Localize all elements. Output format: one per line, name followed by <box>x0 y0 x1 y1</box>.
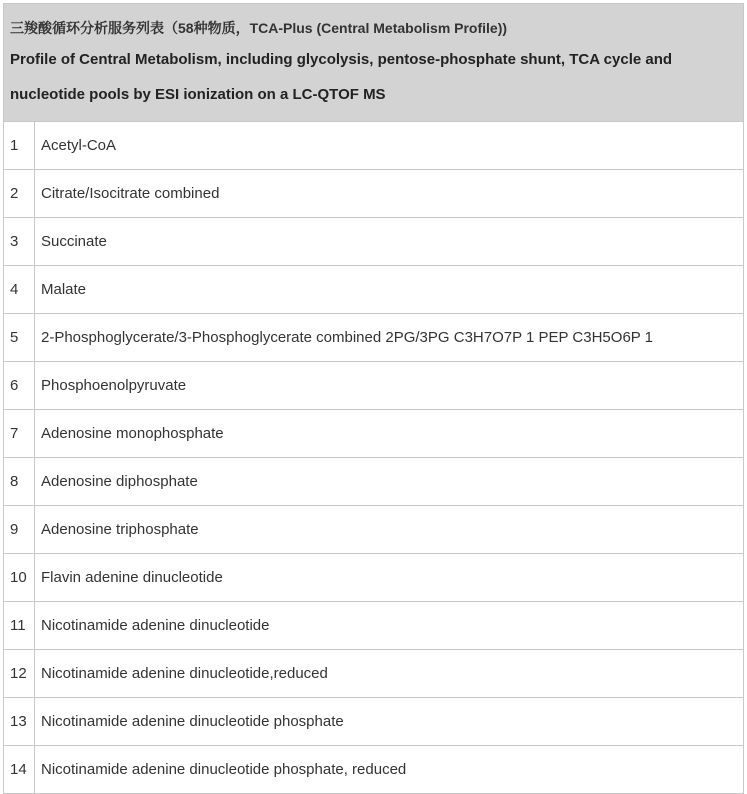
row-number: 8 <box>4 458 35 505</box>
row-number: 14 <box>4 746 35 793</box>
metabolite-name: Nicotinamide adenine dinucleotide phosphate, reduced <box>41 761 407 778</box>
metabolite-name: Nicotinamide adenine dinucleotide,reduced <box>41 665 328 682</box>
row-number: 3 <box>4 218 35 265</box>
table-description-line-2: nucleotide pools by ESI ionization on a LC-QTOF MS <box>10 86 386 103</box>
metabolite-name: Phosphoenolpyruvate <box>41 377 187 394</box>
table-row <box>4 506 743 554</box>
table-row <box>4 266 743 314</box>
row-number: 2 <box>4 170 35 217</box>
metabolite-table <box>3 3 744 794</box>
table-row <box>4 602 743 650</box>
row-number: 12 <box>4 650 35 697</box>
row-number: 11 <box>4 602 35 649</box>
table-row <box>4 650 743 698</box>
table-row <box>4 458 743 506</box>
row-number: 5 <box>4 314 35 361</box>
row-number: 7 <box>4 410 35 457</box>
row-number: 6 <box>4 362 35 409</box>
metabolite-name: Nicotinamide adenine dinucleotide phosphate <box>41 713 344 730</box>
table-row <box>4 698 743 746</box>
metabolite-name: Malate <box>41 281 87 298</box>
table-row <box>4 314 743 362</box>
table-row <box>4 554 743 602</box>
row-number: 13 <box>4 698 35 745</box>
table-description-line-1: Profile of Central Metabolism, including glycolysis, pentose-phosphate shunt, TCA cycle and <box>10 51 673 68</box>
row-number: 10 <box>4 554 35 601</box>
metabolite-name: Adenosine monophosphate <box>41 425 224 442</box>
metabolite-name: Nicotinamide adenine dinucleotide <box>41 617 270 634</box>
row-number: 4 <box>4 266 35 313</box>
row-number: 1 <box>4 122 35 169</box>
table-row <box>4 746 743 794</box>
table-title: 三羧酸循环分析服务列表（58种物质，TCA-Plus (Central Metabolism Profile)) <box>10 20 508 36</box>
table-row <box>4 410 743 458</box>
table-row <box>4 170 743 218</box>
table-row <box>4 218 743 266</box>
row-number: 9 <box>4 506 35 553</box>
table-row <box>4 362 743 410</box>
table-row <box>4 122 743 170</box>
metabolite-name: 2-Phosphoglycerate/3-Phosphoglycerate combined 2PG/3PG C3H7O7P 1 PEP C3H5O6P 1 <box>41 329 654 346</box>
metabolite-name: Flavin adenine dinucleotide <box>41 569 223 586</box>
table-header <box>4 4 743 122</box>
metabolite-name: Adenosine diphosphate <box>41 473 198 490</box>
metabolite-name: Acetyl-CoA <box>41 137 117 154</box>
metabolite-name: Succinate <box>41 233 107 250</box>
metabolite-name: Citrate/Isocitrate combined <box>41 185 220 202</box>
metabolite-name: Adenosine triphosphate <box>41 521 199 538</box>
